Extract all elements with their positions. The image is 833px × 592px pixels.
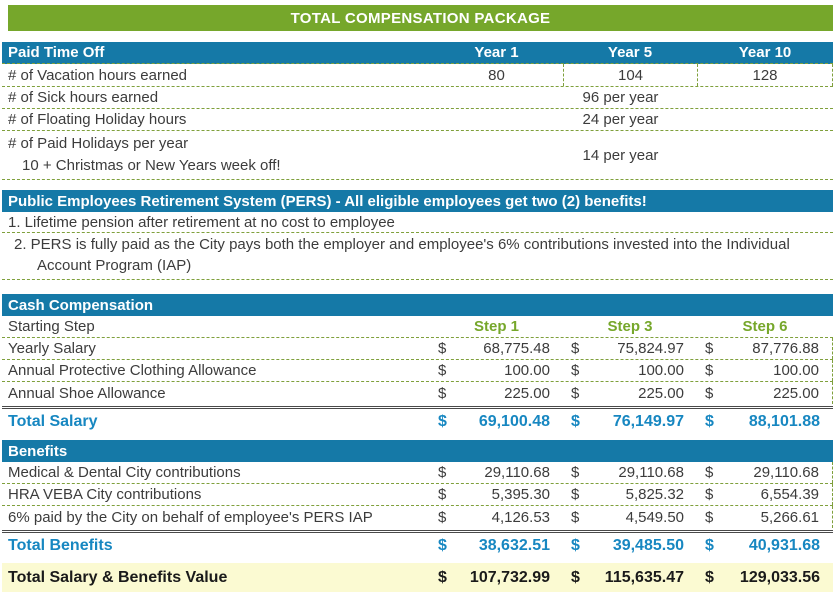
amount: 29,110.68: [753, 464, 819, 481]
benefits-section-header: [2, 440, 833, 462]
table-row-paid-holidays: [2, 131, 833, 180]
row-label-line2: 10 + Christmas or New Years week off!: [22, 157, 281, 174]
cash-col-step-3: Step 3: [607, 318, 653, 335]
money-cell: [563, 409, 697, 434]
cell-span-value: 24 per year: [582, 111, 659, 128]
amount: 40,931.68: [748, 536, 820, 554]
cell-year10-value: 128: [697, 64, 833, 86]
currency-symbol: $: [571, 412, 580, 430]
row-label-line1: # of Paid Holidays per year: [8, 135, 189, 152]
amount: 5,266.61: [760, 508, 819, 526]
pers-benefit-2: [2, 233, 833, 280]
spacer: [2, 180, 833, 190]
money-cell: [697, 360, 833, 381]
money-cell: [563, 462, 697, 483]
amount: 88,101.88: [748, 412, 820, 430]
amount: 29,110.68: [484, 464, 550, 481]
money-cell: [697, 506, 833, 528]
money-cell: [697, 484, 833, 505]
row-label: # of Vacation hours earned: [8, 66, 188, 84]
currency-symbol: $: [571, 486, 580, 503]
money-cell: [697, 533, 833, 558]
money-cell: [430, 462, 563, 483]
cell-span-value: 96 per year: [582, 89, 659, 106]
currency-symbol: $: [438, 536, 447, 554]
table-row-total-salary: [2, 406, 833, 434]
currency-symbol: $: [705, 508, 714, 526]
currency-symbol: $: [705, 384, 714, 402]
currency-symbol: $: [571, 536, 580, 554]
table-row-starting-step: [2, 316, 833, 338]
table-row-shoe-allowance: [2, 382, 833, 404]
row-label: HRA VEBA City contributions: [8, 486, 202, 503]
page-title: TOTAL COMPENSATION PACKAGE: [8, 5, 833, 31]
spacer: [2, 280, 833, 294]
money-cell: [430, 360, 563, 381]
currency-symbol: $: [705, 362, 714, 379]
table-row-total-benefits: [2, 530, 833, 558]
money-cell: [430, 382, 563, 404]
money-cell: [697, 563, 833, 592]
money-cell: [563, 382, 697, 404]
money-cell: [563, 533, 697, 558]
amount: 5,825.32: [625, 486, 684, 503]
pers-benefit-2-text: 2. PERS is fully paid as the City pays both the employer and employee's 6% contributions invested into the Individual Account Program (IAP): [14, 236, 790, 274]
money-cell: [430, 338, 563, 359]
money-cell: [430, 484, 563, 505]
cell-year5-value: 104: [563, 64, 697, 86]
currency-symbol: $: [438, 486, 447, 503]
amount: 68,775.48: [483, 340, 550, 357]
row-label: 6% paid by the City on behalf of employee's PERS IAP: [8, 508, 373, 526]
amount: 76,149.97: [612, 412, 684, 430]
money-cell: [697, 338, 833, 359]
amount: 87,776.88: [752, 340, 819, 357]
cash-col-step-6: Step 6: [742, 318, 788, 335]
amount: 225.00: [773, 384, 819, 402]
currency-symbol: $: [705, 569, 714, 586]
currency-symbol: $: [571, 569, 580, 586]
money-cell: [697, 462, 833, 483]
currency-symbol: $: [705, 412, 714, 430]
row-label: Yearly Salary: [8, 340, 96, 357]
amount: 38,632.51: [478, 536, 550, 554]
row-label: Starting Step: [8, 318, 95, 335]
amount: 100.00: [504, 362, 550, 379]
money-cell: [563, 484, 697, 505]
amount: 75,824.97: [617, 340, 684, 357]
pers-header-title: Public Employees Retirement System (PERS) - All eligible employees get two (2) benefits!: [8, 192, 647, 210]
money-cell: [563, 506, 697, 528]
row-label: Medical & Dental City contributions: [8, 464, 241, 481]
amount: 39,485.50: [612, 536, 684, 554]
currency-symbol: $: [438, 412, 447, 430]
pto-section-header: [2, 42, 833, 64]
row-label: Total Salary: [8, 412, 98, 430]
table-row-floating-holiday: [2, 109, 833, 131]
currency-symbol: $: [571, 340, 580, 357]
amount: 115,635.47: [604, 569, 684, 586]
money-cell: [563, 360, 697, 381]
money-cell: [430, 563, 563, 592]
cash-section-header: [2, 294, 833, 316]
currency-symbol: $: [571, 362, 580, 379]
pto-col-year-1: Year 1: [474, 44, 519, 61]
amount: 5,395.30: [491, 486, 550, 503]
table-row-clothing-allowance: [2, 360, 833, 382]
cell-span-value: 14 per year: [582, 146, 659, 164]
amount: 29,110.68: [618, 464, 684, 481]
currency-symbol: $: [571, 384, 580, 402]
table-row-yearly-salary: [2, 338, 833, 360]
amount: 225.00: [504, 384, 550, 402]
amount: 225.00: [638, 384, 684, 402]
table-row-pers-iap: [2, 506, 833, 528]
currency-symbol: $: [705, 486, 714, 503]
amount: 107,732.99: [469, 569, 550, 586]
money-cell: [430, 506, 563, 528]
currency-symbol: $: [571, 464, 580, 481]
pers-section-header: [2, 190, 833, 212]
money-cell: [430, 533, 563, 558]
amount: 4,549.50: [625, 508, 684, 526]
currency-symbol: $: [438, 384, 447, 402]
pto-header-title: Paid Time Off: [8, 44, 105, 61]
benefits-header-title: Benefits: [8, 442, 68, 460]
money-cell: [697, 382, 833, 404]
table-row-vacation-hours: [2, 64, 833, 87]
row-label: Annual Protective Clothing Allowance: [8, 362, 257, 379]
money-cell: [563, 338, 697, 359]
money-cell: [430, 409, 563, 434]
row-label: # of Floating Holiday hours: [8, 111, 187, 128]
pers-benefit-1: 1. Lifetime pension after retirement at no cost to employee: [2, 212, 833, 233]
currency-symbol: $: [438, 508, 447, 526]
money-cell: [697, 409, 833, 434]
amount: 6,554.39: [760, 486, 819, 503]
amount: 69,100.48: [478, 412, 550, 430]
amount: 129,033.56: [739, 569, 820, 586]
amount: 100.00: [638, 362, 684, 379]
currency-symbol: $: [438, 569, 447, 586]
amount: 100.00: [773, 362, 819, 379]
currency-symbol: $: [705, 340, 714, 357]
currency-symbol: $: [705, 536, 714, 554]
currency-symbol: $: [571, 508, 580, 526]
table-row-medical-dental: [2, 462, 833, 484]
currency-symbol: $: [705, 464, 714, 481]
currency-symbol: $: [438, 362, 447, 379]
pto-col-year-5: Year 5: [607, 44, 653, 61]
row-label: Annual Shoe Allowance: [8, 384, 166, 402]
currency-symbol: $: [438, 464, 447, 481]
row-label: Total Benefits: [8, 536, 113, 554]
table-row-grand-total: [2, 563, 833, 592]
row-label: Total Salary & Benefits Value: [8, 569, 228, 586]
row-label: # of Sick hours earned: [8, 89, 159, 106]
amount: 4,126.53: [491, 508, 550, 526]
table-row-hra-veba: [2, 484, 833, 506]
cash-header-title: Cash Compensation: [8, 296, 154, 314]
currency-symbol: $: [438, 340, 447, 357]
table-row-sick-hours: [2, 87, 833, 109]
row-label: [2, 131, 430, 179]
pto-col-year-10: Year 10: [738, 44, 792, 61]
cell-year1-value: 80: [488, 66, 505, 84]
money-cell: [563, 563, 697, 592]
spacer: [2, 31, 833, 42]
cash-col-step-1: Step 1: [473, 318, 519, 335]
